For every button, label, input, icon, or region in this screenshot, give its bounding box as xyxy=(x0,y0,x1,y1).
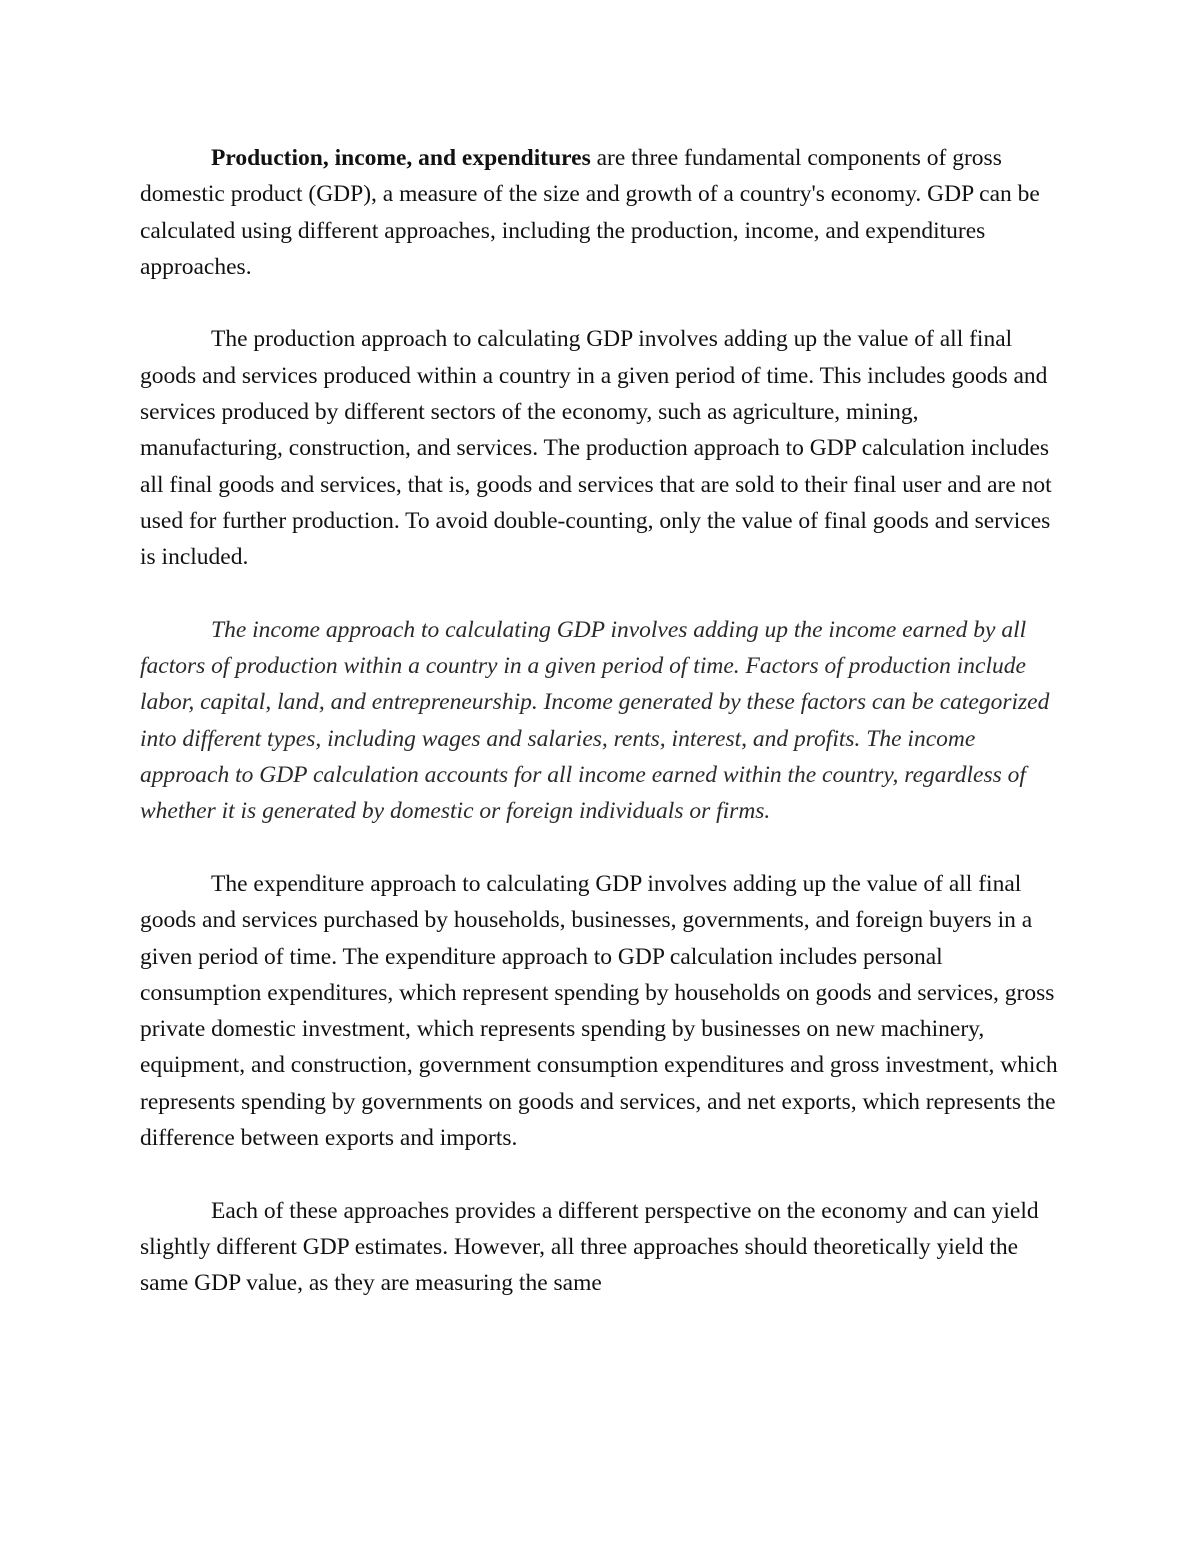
paragraph-approaches-comparison: Each of these approaches provides a different perspective on the economy and can yield slightly different GDP estimates. However, all three approaches should theoretically yield the same GDP value, as they are measuring the same xyxy=(140,1197,1039,1297)
paragraph-production-approach: The production approach to calculating GDP involves adding up the value of all final goods and services produced within a country in a given period of time. This includes goods and services produced by different sectors of the economy, such as agriculture, mining, manufacturing, construction, and services. The production approach to GDP calculation includes all final goods and services, that is, goods and services that are sold to their final user and are not used for further production. To avoid double-counting, only the value of final goods and services is included. xyxy=(140,326,1052,571)
paragraph-lead-bold: Production, income, and expenditures xyxy=(211,145,591,171)
paragraph-gdp-components xyxy=(140,140,1060,285)
document-body xyxy=(140,140,1060,1338)
paragraph-income-approach: The income approach to calculating GDP involves adding up the income earned by all factors of production within a country in a given period of time. Factors of production include labor, capital, land, and entrepreneurship. Income generated by these factors can be categorized into different types, including wages and salaries, rents, interest, and profits. The income approach to GDP calculation accounts for all income earned within the country, regardless of whether it is generated by domestic or foreign individuals or firms. xyxy=(140,616,1050,825)
paragraph-expenditure-approach: The expenditure approach to calculating GDP involves adding up the value of all final goods and services purchased by households, businesses, governments, and foreign buyers in a given period of time. The expenditure approach to GDP calculation includes personal consumption expenditures, which represent spending by households on goods and services, gross private domestic investment, which represents spending by businesses on new machinery, equipment, and construction, government consumption expenditures and gross investment, which represents spending by governments on goods and services, and net exports, which represents the difference between exports and imports. xyxy=(140,870,1058,1152)
paragraph-text: are three fundamental components of gross domestic product (GDP), a measure of the size and growth of a country's economy. GDP can be calculated using different approaches, including the production, income, and expenditures approaches. xyxy=(140,145,1040,280)
